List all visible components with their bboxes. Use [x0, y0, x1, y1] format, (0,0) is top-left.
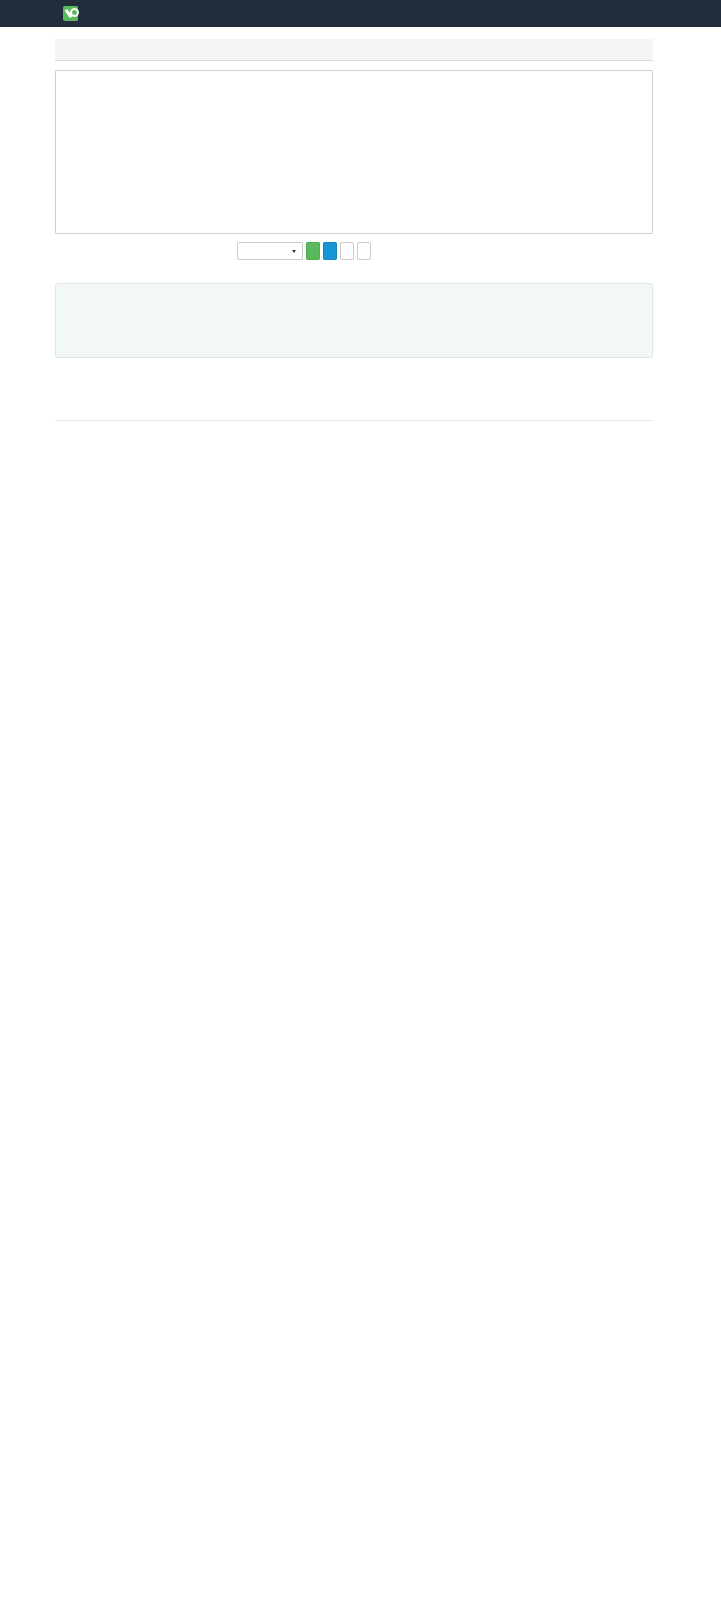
editor-controls: [237, 242, 374, 260]
tool-panel: [55, 39, 653, 275]
tool-tabs: [55, 39, 653, 61]
copy-button[interactable]: [340, 242, 354, 260]
select-caret-icon: [292, 250, 296, 253]
wrench-icon: [63, 6, 78, 21]
top-navbar: [0, 0, 721, 27]
brand-logo[interactable]: [63, 5, 82, 22]
friend-links: [55, 1505, 61, 1514]
divider: [55, 420, 653, 421]
clear-button[interactable]: [357, 242, 371, 260]
indent-select[interactable]: [237, 242, 303, 260]
compress-html-button[interactable]: [323, 242, 337, 260]
info-box: [55, 283, 653, 358]
format-html-button[interactable]: [306, 242, 320, 260]
history-bar: [55, 369, 60, 383]
code-input[interactable]: [55, 70, 653, 234]
